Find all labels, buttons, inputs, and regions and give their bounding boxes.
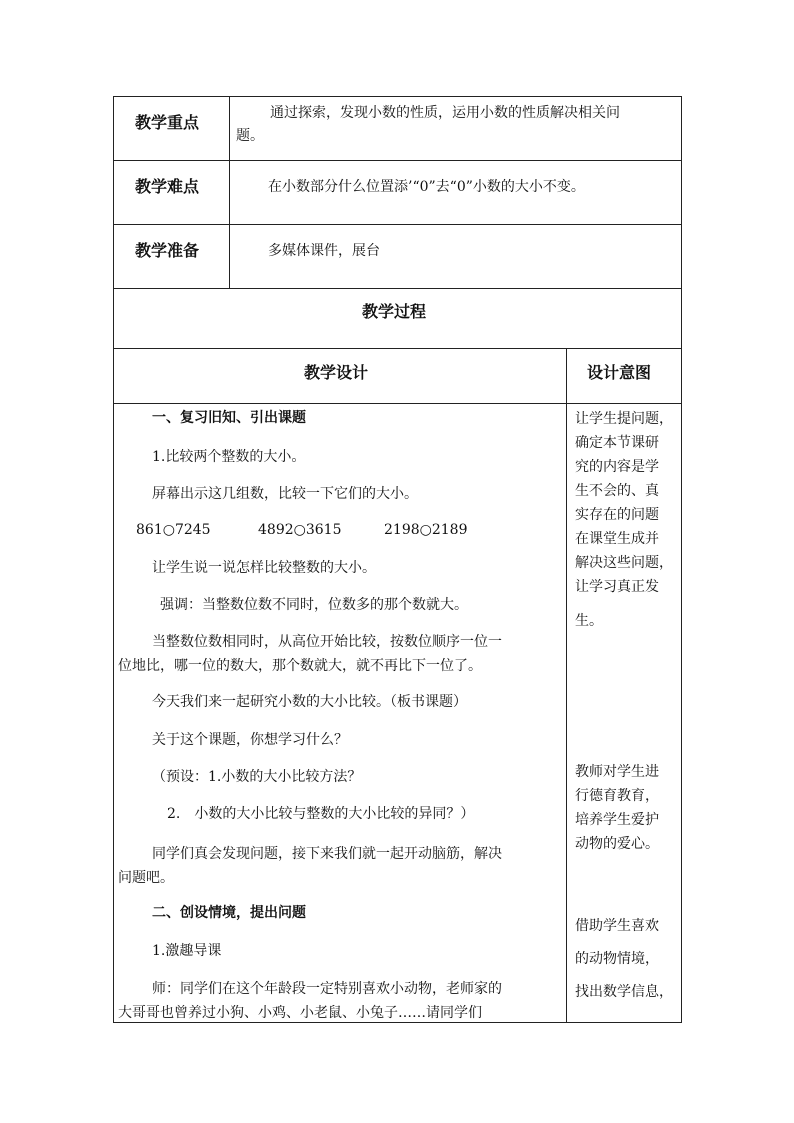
intent-line: 解决这些问题，	[575, 555, 673, 571]
design-paragraph: 师：同学们在这个年龄段一定特别喜欢小动物，老师家的	[152, 981, 502, 997]
table-divider	[113, 160, 682, 161]
design-column-header: 教学设计	[304, 363, 369, 382]
design-paragraph: 1.激趣导课	[152, 943, 222, 959]
preparation-label: 教学准备	[135, 241, 200, 260]
design-paragraph: 大哥哥也曾养过小狗、小鸡、小老鼠、小兔子……请同学们	[118, 1005, 482, 1021]
intent-line: 培养学生爱护	[575, 812, 659, 828]
intent-line: 的动物情境，	[575, 951, 659, 967]
design-paragraph: 同学们真会发现问题，接下来我们就一起开动脑筋，解决	[152, 846, 502, 862]
intent-line: 教师对学生进	[575, 764, 659, 780]
intent-column-header: 设计意图	[587, 363, 652, 382]
intent-line: 动物的爱心。	[575, 836, 659, 852]
design-paragraph: 今天我们来一起研究小数的大小比较。（板书课题）	[152, 694, 467, 710]
section2-title: 二、创设情境，提出问题	[152, 905, 306, 921]
number-pair: 2198○2189	[384, 522, 468, 538]
section1-title: 一、复习旧知、引出课题	[152, 410, 306, 426]
key-point-text-line2: 题。	[236, 128, 264, 144]
difficulty-text: 在小数部分什么位置添’“0”去“0”小数的大小不变。	[268, 179, 585, 195]
design-paragraph: 屏幕出示这几组数，比较一下它们的大小。	[152, 486, 418, 502]
intent-line: 找出数学信息，	[575, 984, 673, 1000]
table-divider	[229, 96, 230, 288]
design-paragraph: （预设：1.小数的大小比较方法？	[152, 769, 362, 785]
design-paragraph: 强调：当整数位数不同时，位数多的那个数就大。	[160, 597, 468, 613]
design-paragraph: 位地比，哪一位的数大，那个数就大，就不再比下一位了。	[118, 658, 482, 674]
intent-line: 实存在的问题	[575, 507, 659, 523]
design-paragraph: 当整数位数相同时，从高位开始比较，按数位顺序一位一	[152, 634, 502, 650]
number-pair: 861○7245	[136, 522, 211, 538]
preparation-text: 多媒体课件，展台	[268, 243, 380, 259]
process-title: 教学过程	[362, 302, 427, 321]
intent-line: 在课堂生成并	[575, 531, 659, 547]
intent-line: 行德育教育，	[575, 788, 659, 804]
intent-line: 究的内容是学	[575, 459, 659, 475]
intent-line: 生。	[575, 613, 603, 629]
design-paragraph: 1.比较两个整数的大小。	[152, 449, 306, 465]
design-paragraph: 关于这个课题，你想学习什么？	[152, 732, 348, 748]
table-divider	[113, 224, 682, 225]
design-paragraph: 问题吧。	[118, 870, 174, 886]
table-divider	[566, 348, 567, 1023]
design-paragraph: 2. 小数的大小比较与整数的大小比较的异同？）	[167, 806, 475, 822]
intent-line: 让学习真正发	[575, 579, 659, 595]
key-point-label: 教学重点	[135, 113, 200, 132]
intent-line: 生不会的、真	[575, 483, 659, 499]
difficulty-label: 教学难点	[135, 177, 200, 196]
design-paragraph: 让学生说一说怎样比较整数的大小。	[152, 560, 376, 576]
number-pair: 4892○3615	[258, 522, 342, 538]
intent-line: 让学生提问题，	[575, 411, 673, 427]
table-divider	[113, 348, 682, 349]
table-divider	[113, 288, 682, 289]
key-point-text-line1: 通过探索，发现小数的性质，运用小数的性质解决相关问	[270, 105, 620, 121]
intent-line: 借助学生喜欢	[575, 918, 659, 934]
intent-line: 确定本节课研	[575, 435, 659, 451]
table-divider	[113, 403, 682, 404]
